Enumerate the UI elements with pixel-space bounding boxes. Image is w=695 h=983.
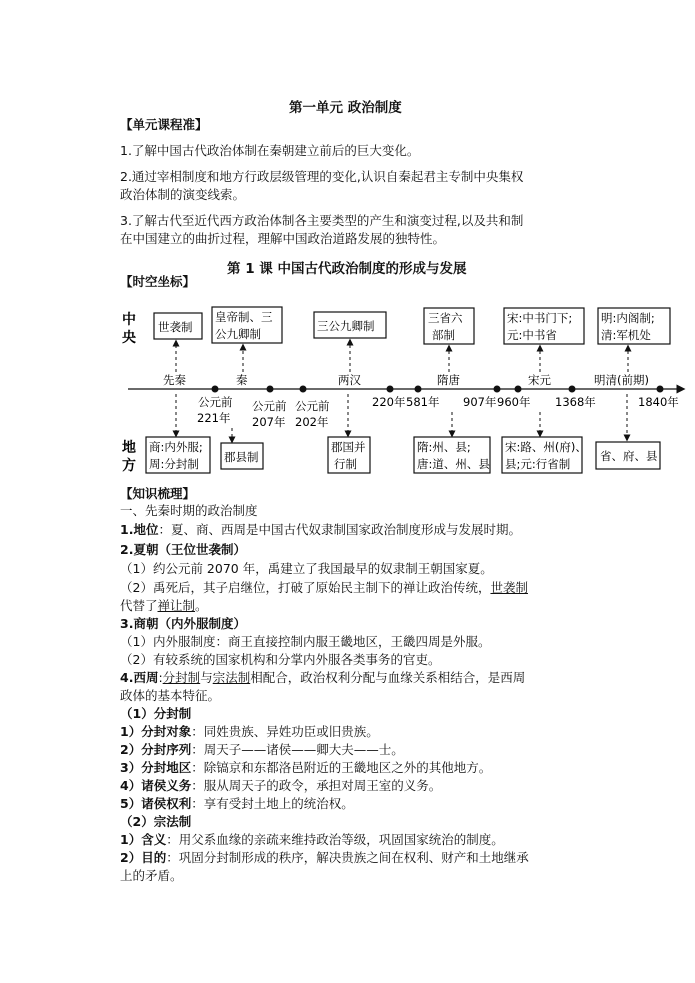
p2-2c: 。 [195,598,208,613]
timeline-heading: 【时空坐标】 [120,274,196,289]
p2-label: 2.夏朝（王位世袭制） [120,542,246,557]
p4-text: 相配合，政治权利分配与血缘关系相结合，是西周 [250,670,526,685]
row-num: 2） [120,850,142,865]
period-suitang: 隋唐 [437,373,460,387]
p3-label: 3.商朝（内外服制度） [120,616,246,631]
date-221bc-2: 221年 [197,411,231,425]
p4-colon: : [158,670,163,685]
zongfa-row-2 [120,849,529,867]
row-value: ：享有受封土地上的统治权。 [191,796,354,811]
row-key: 含义 [141,832,167,847]
box-shang-zhou-text-1: 商:内外服; [149,440,203,454]
row-key: 诸侯权利 [141,796,192,811]
tick-1368 [569,386,576,393]
p4-and: 与 [200,670,213,685]
p4-zongfa: 宗法制 [212,670,251,685]
zongfa-row-1 [120,831,504,849]
p4-cont: 政体的基本特征。 [120,688,221,703]
box-songyuan-text-2: 元:中书省 [507,328,557,342]
date-207bc-1: 公元前 [252,399,287,413]
tick-1840 [657,386,664,393]
date-960: 960年 [497,395,531,409]
zongfa-heading: （2）宗法制 [120,814,192,829]
standard-1: 1.了解中国古代政治体制在秦朝建立前后的巨大变化。 [120,143,420,158]
date-1840: 1840年 [638,395,679,409]
period-songyuan: 宋元 [528,373,551,387]
row-num: 1） [120,832,142,847]
zongfa-cont: 上的矛盾。 [120,868,183,883]
row-num: 1） [120,724,142,739]
period-mingqing: 明清(前期) [594,373,649,387]
p1-label: 1.地位 [120,522,159,537]
label-local-1: 地 [122,440,136,456]
row-value: ：同姓贵族、异姓功臣或旧贵族。 [191,724,379,739]
row-key: 目的 [141,850,167,865]
box-sansheng-text-1: 三省六 [428,311,463,325]
tick-202bc [300,386,307,393]
p2-2b: 代替了 [120,598,158,613]
date-202bc-2: 202年 [295,415,329,429]
p2-2-shanrang: 禅让制 [157,598,196,613]
date-581: 581年 [406,395,440,409]
tick-581 [415,386,422,393]
label-central-2: 央 [122,330,136,346]
label-local-2: 方 [122,458,136,474]
tick-220 [387,386,394,393]
box-junguo-text-1: 郡国并 [331,440,366,454]
p2-2a: （2）禹死后，其子启继位，打破了原始民主制下的禅让政治传统， [120,580,491,595]
row-key: 分封对象 [141,724,192,739]
lesson-title: 第 1 课 中国古代政治制度的形成与发展 [227,261,467,277]
box-songyuan-local-text-2: 县;元:行省制 [505,457,571,471]
row-value: ：用父系血缘的亲疏来维持政治等级，巩固国家统治的制度。 [166,832,504,847]
p2-2-cont [120,597,208,615]
fenfeng-row-5 [120,795,354,813]
box-shengfuxian-text: 省、府、县 [600,449,658,463]
standards-heading: 【单元课程准】 [120,117,208,132]
standard-3-line-2: 在中国建立的曲折过程，理解中国政治道路发展的独特性。 [120,231,446,246]
box-suitang-text-1: 隋:州、县; [417,440,471,454]
fenfeng-row-3 [120,759,491,777]
date-221bc-1: 公元前 [198,395,233,409]
section-1-heading: 一、先秦时期的政治制度 [120,503,258,518]
standard-3-line-1: 3.了解古代至近代西方政治体制各主要类型的产生和演变过程,以及共和制 [120,213,524,228]
box-suitang-text-2: 唐:道、州、县 [417,457,490,471]
fenfeng-heading: （1）分封制 [120,706,192,721]
unit-title: 第一单元 政治制度 [289,100,402,116]
row-num: 2） [120,742,142,757]
p4-fenfeng: 分封制 [162,670,201,685]
date-202bc-1: 公元前 [295,399,330,413]
tick-207bc [267,386,274,393]
period-qin: 秦 [236,373,248,387]
tick-960 [515,386,522,393]
p2-2-shixi: 世袭制 [490,580,528,595]
p3-2: （2）有较系统的国家机构和分掌内外服各类事务的官吏。 [120,652,441,667]
row-key: 分封序列 [141,742,192,757]
box-songyuan-local-text-1: 宋:路、州(府)、 [505,440,587,454]
date-220: 220年 [372,395,406,409]
p2-1: （1）约公元前 2070 年，禹建立了我国最早的奴隶制王朝国家夏。 [120,561,493,576]
period-lianghan: 两汉 [338,373,361,387]
row-value: ：周天子——诸侯——卿大夫——士。 [191,742,404,757]
box-huangdi-text-1: 皇帝制、三 [215,310,273,324]
date-907: 907年 [463,395,497,409]
p4 [120,669,525,687]
p2-2 [120,579,528,597]
tick-907 [494,386,501,393]
box-mingqing-text-2: 清:军机处 [601,328,651,342]
row-value: ：服从周天子的政令，承担对周王室的义务。 [191,778,442,793]
p1-text: ：夏、商、西周是中国古代奴隶制国家政治制度形成与发展时期。 [158,522,521,537]
box-mingqing-text-1: 明:内阁制; [601,311,655,325]
row-value: ：巩固分封制形成的秩序，解决贵族之间在权利、财产和土地继承 [166,850,529,865]
tick-221bc [212,386,219,393]
p4-label: 4.西周 [120,670,159,685]
fenfeng-row-1 [120,723,379,741]
box-sangong-text: 三公九卿制 [317,319,375,333]
row-key: 诸侯义务 [141,778,192,793]
row-value: ：除镐京和东都洛邑附近的王畿地区之外的其他地方。 [191,760,492,775]
row-num: 3） [120,760,142,775]
standard-2-line-2: 政治体制的演变线索。 [120,187,246,202]
knowledge-heading: 【知识梳理】 [120,486,196,501]
box-shang-zhou-text-2: 周:分封制 [149,457,199,471]
box-sansheng-text-2: 部制 [432,328,455,342]
fenfeng-row-2 [120,741,404,759]
box-shixi-text: 世袭制 [158,320,193,334]
box-songyuan-text-1: 宋:中书门下; [507,311,573,325]
p3-1: （1）内外服制度：商王直接控制内服王畿地区，王畿四周是外服。 [120,634,491,649]
fenfeng-row-4 [120,777,441,795]
box-junguo-text-2: 行制 [334,457,357,471]
date-1368: 1368年 [555,395,596,409]
date-207bc-2: 207年 [252,415,286,429]
row-num: 4） [120,778,142,793]
row-num: 5） [120,796,142,811]
period-xianqin: 先秦 [163,373,186,387]
box-huangdi-text-2: 公九卿制 [215,327,261,341]
label-central-1: 中 [122,312,136,328]
row-key: 分封地区 [141,760,192,775]
standard-2-line-1: 2.通过宰相制度和地方行政层级管理的变化,认识自秦起君主专制中央集权 [120,169,524,184]
p1 [120,521,521,539]
box-junxian-text: 郡县制 [224,450,259,464]
